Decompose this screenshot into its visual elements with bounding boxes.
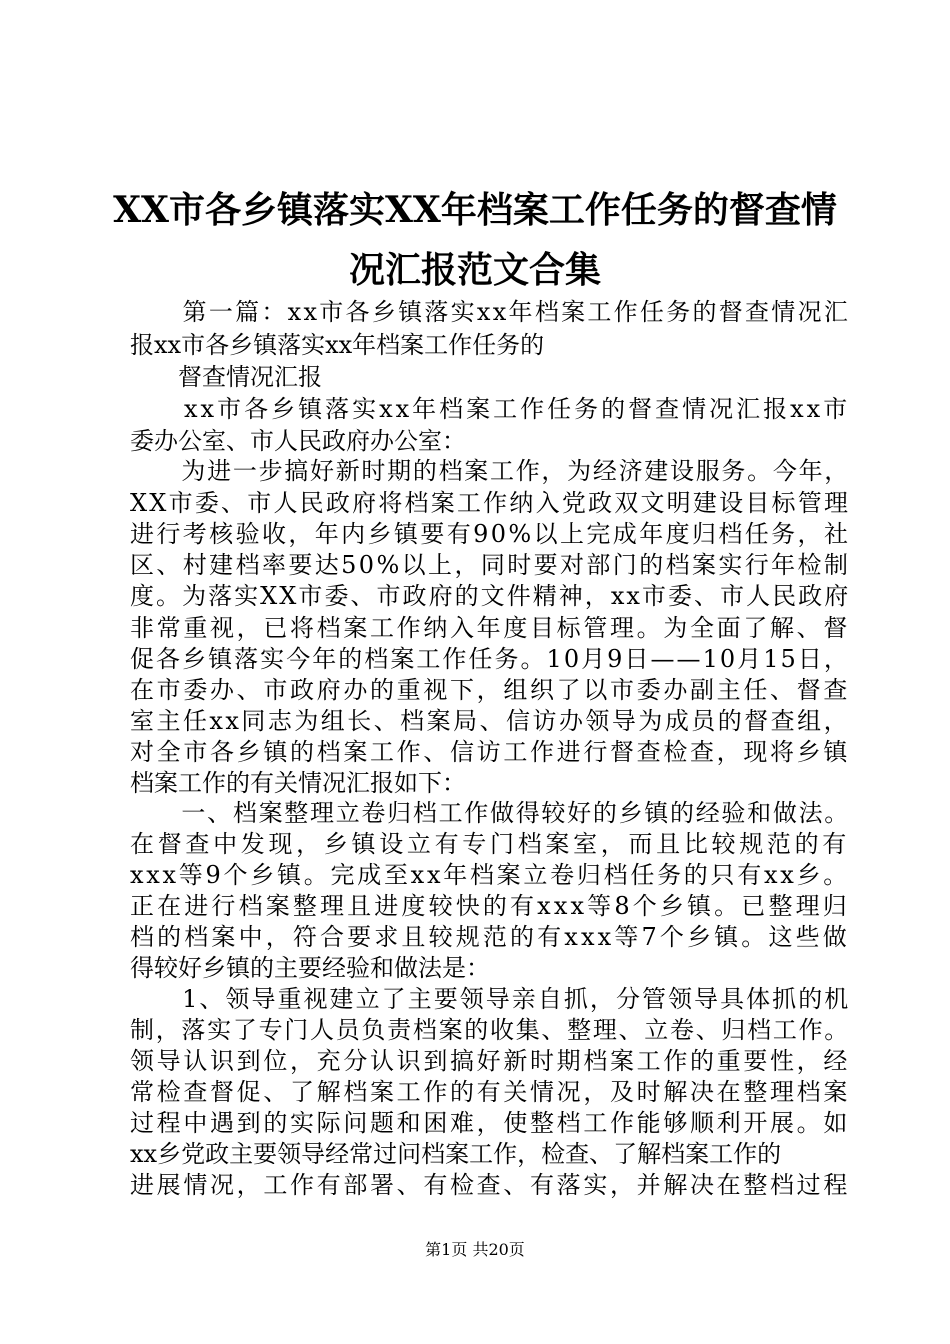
body-line: 在市委办、市政府办的重视下，组织了以市委办副主任、督查 — [130, 676, 850, 704]
body-line: 档的档案中，符合要求且较规范的有xxx等7个乡镇。这些做 — [130, 923, 850, 951]
body-line: 制，落实了专门人员负责档案的收集、整理、立卷、归档工作。 — [130, 1016, 850, 1044]
body-line: 非常重视，已将档案工作纳入年度目标管理。为全面了解、督 — [130, 614, 850, 642]
body-line: 常检查督促、了解档案工作的有关情况，及时解决在整理档案 — [130, 1078, 850, 1106]
document-title-line-2: 况汇报范文合集 — [348, 249, 601, 291]
body-line: 一、档案整理立卷归档工作做得较好的乡镇的经验和做法。 — [130, 799, 850, 827]
body-line: 促各乡镇落实今年的档案工作任务。10月9日——10月15日， — [130, 645, 850, 673]
body-line: 室主任xx同志为组长、档案局、信访办领导为成员的督查组， — [130, 707, 851, 735]
body-line: 委办公室、市人民政府办公室： — [130, 427, 466, 455]
body-line: xx市各乡镇落实xx年档案工作任务的督查情况汇报xx市 — [130, 395, 851, 423]
body-line: 得较好乡镇的主要经验和做法是： — [130, 954, 490, 982]
body-line: 档案工作的有关情况汇报如下： — [130, 769, 466, 797]
body-line: 进行考核验收，年内乡镇要有90%以上完成年度归档任务，社 — [130, 520, 851, 548]
body-line: 第一篇：xx市各乡镇落实xx年档案工作任务的督查情况汇 — [130, 298, 851, 326]
page-footer: 第1页 共20页 — [425, 1240, 525, 1259]
body-line: 过程中遇到的实际问题和困难，使整档工作能够顺利开展。如 — [130, 1109, 850, 1137]
body-line: 度。为落实XX市委、市政府的文件精神，xx市委、市人民政府 — [130, 582, 851, 610]
body-line: 对全市各乡镇的档案工作、信访工作进行督查检查，现将乡镇 — [130, 738, 850, 766]
body-line: 在督查中发现，乡镇设立有专门档案室，而且比较规范的有 — [130, 830, 850, 858]
body-line: 1、领导重视建立了主要领导亲自抓，分管领导具体抓的机 — [130, 985, 851, 1013]
body-line: 进展情况，工作有部署、有检查、有落实，并解决在整档过程 — [130, 1171, 850, 1199]
body-line: 领导认识到位，充分认识到搞好新时期档案工作的重要性，经 — [130, 1047, 850, 1075]
body-line: 正在进行档案整理且进度较快的有xxx等8个乡镇。已整理归 — [130, 892, 850, 920]
body-line: xx乡党政主要领导经常过问档案工作，检查、了解档案工作的 — [130, 1140, 782, 1168]
body-line: 为进一步搞好新时期的档案工作，为经济建设服务。今年， — [130, 457, 850, 485]
body-line: XX市委、市人民政府将档案工作纳入党政双文明建设目标管理 — [130, 489, 851, 517]
body-line: 区、村建档率要达50%以上，同时要对部门的档案实行年检制 — [130, 551, 851, 579]
body-line: 报xx市各乡镇落实xx年档案工作任务的 — [130, 331, 545, 359]
body-line: xxx等9个乡镇。完成至xx年档案立卷归档任务的只有xx乡。 — [130, 861, 851, 889]
document-title-line-1: XX市各乡镇落实XX年档案工作任务的督查情 — [113, 189, 837, 231]
body-line: 督查情况汇报 — [130, 363, 322, 391]
